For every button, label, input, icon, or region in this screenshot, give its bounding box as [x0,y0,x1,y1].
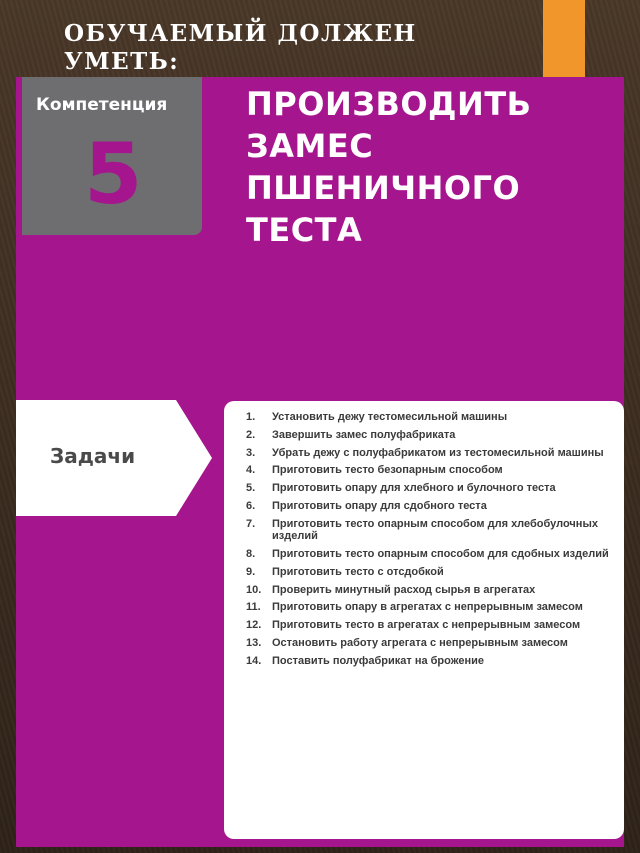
task-number: 2. [246,428,256,441]
competence-box [22,77,202,235]
task-number: 1. [246,411,256,423]
competence-title: ПРОИЗВОДИТЬ ЗАМЕС ПШЕНИЧНОГО ТЕСТА [246,85,532,249]
task-item [246,482,612,495]
task-text: Приготовить опару для хлебного и булочного теста [272,482,556,495]
task-number: 6. [246,499,256,512]
accent-bar [543,0,585,86]
task-item [246,601,612,614]
task-text: Приготовить опару в агрегатах с непрерывным замесом [272,601,583,614]
task-text: Установить дежу тестомесильной машины [272,411,508,423]
task-item [246,548,612,561]
task-number: 5. [246,482,256,495]
task-item [246,518,612,543]
task-number: 11. [246,601,261,614]
task-number: 3. [246,446,256,459]
task-item [246,500,612,513]
task-text: Приготовить тесто безопарным способом [272,464,503,477]
competence-label: Компетенция [36,95,168,115]
task-text: Завершить замес полуфабриката [272,428,456,441]
task-item [246,411,612,424]
task-item [246,637,612,650]
task-item [246,447,612,460]
task-item [246,464,612,477]
task-text: Приготовить тесто опарным способом для сдобных изделий [272,548,609,561]
task-item [246,429,612,442]
task-list [224,401,624,667]
task-item [246,619,612,632]
task-number: 13. [246,637,262,650]
competence-card [16,77,624,847]
task-text: Приготовить тесто опарным способом для хлебобулочных изделий [272,517,598,543]
task-text: Остановить работу агрегата с непрерывным замесом [272,637,568,650]
task-item [246,655,612,668]
task-item [246,566,612,579]
task-number: 4. [246,464,256,477]
task-number: 9. [246,565,256,578]
task-text: Приготовить опару для сдобного теста [272,499,487,512]
task-number: 14. [246,654,262,667]
competence-number: 5 [84,125,143,223]
tasks-label: Задачи [50,444,136,468]
tasks-tab [16,400,216,516]
task-number: 8. [246,548,256,561]
task-text: Поставить полуфабрикат на брожение [272,654,485,667]
task-number: 7. [246,517,256,530]
slide-title: ОБУЧАЕМЫЙ ДОЛЖЕН УМЕТЬ: [64,20,417,75]
task-text: Убрать дежу с полуфабрикатом из тестомесильной машины [272,446,604,459]
task-text: Приготовить тесто в агрегатах с непрерывным замесом [272,619,581,632]
task-text: Проверить минутный расход сырья в агрегатах [272,583,536,596]
task-number: 12. [246,619,262,632]
task-item [246,584,612,597]
tasks-panel [224,401,624,839]
task-text: Приготовить тесто с отсдобкой [272,565,444,578]
task-number: 10. [246,583,262,596]
